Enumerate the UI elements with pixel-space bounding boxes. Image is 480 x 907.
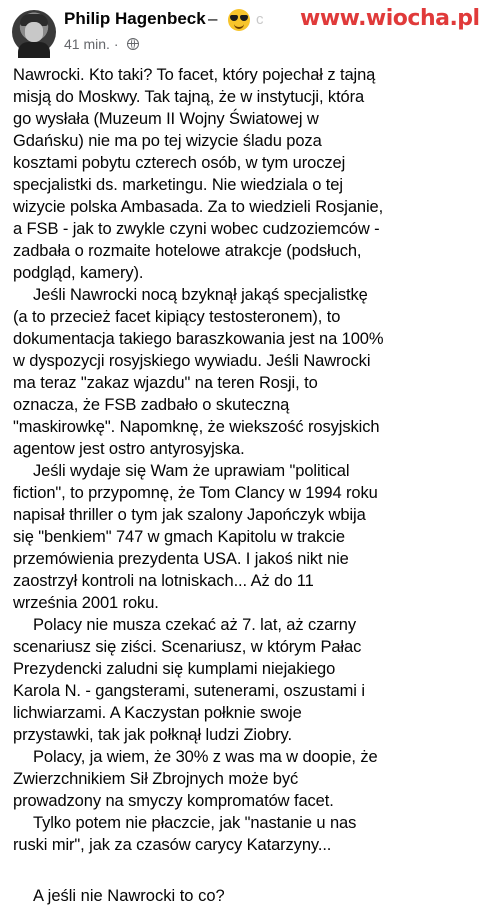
post-text-line: napisał thriller o tym jak szalony Japończyk wbija xyxy=(13,506,366,524)
post-text-line: zaostrzył kontroli na lotniskach... Aż do 11 xyxy=(13,572,314,590)
post-text-line: a FSB - jak to zwykle czyni wobec cudzoziemców - xyxy=(13,220,380,238)
post-time[interactable]: 41 min. xyxy=(64,36,110,52)
post-text-line: przystawki, tak jak połknął ludzi Ziobry. xyxy=(13,726,292,744)
name-dash: – xyxy=(208,9,218,28)
post-text-line: Nawrocki. Kto taki? To facet, który pojechał z tajną xyxy=(13,66,376,84)
post-text-line: wizycie polska Ambasada. Za to wiedzieli Rosjanie, xyxy=(13,198,384,216)
post-text-line: przemówienia prezydenta USA. I jakoś nikt nie xyxy=(13,550,349,568)
smiling-face-with-sunglasses-icon xyxy=(228,9,250,31)
post-text-line: Zwierzchnikiem Sił Zbrojnych może być xyxy=(13,770,299,788)
post-text-line: ruski mir", jak za czasów carycy Katarzyny... xyxy=(13,836,332,854)
post-text-line: go wysłała (Muzeum II Wojny Światowej w xyxy=(13,110,319,128)
post-text-line: podgląd, kamery). xyxy=(13,264,144,282)
faded-header-text: c xyxy=(256,11,264,28)
post-text-line: prowadzony na smyczy kompromatów facet. xyxy=(13,792,334,810)
post-text-line: się "benkiem" 747 w gmach Kapitolu w trakcie xyxy=(13,528,345,546)
post-text-line: fiction", to przypomnę, że Tom Clancy w 1994 roku xyxy=(13,484,378,502)
post-text-line: misją do Moskwy. Tak tajną, że w instytucji, która xyxy=(13,88,365,106)
post-text-line: Karola N. - gangsterami, sutenerami, oszustami i xyxy=(13,682,365,700)
post-header xyxy=(0,0,480,60)
post-text-line: "maskirowkę". Napomknę, że wiekszość rosyjskich xyxy=(13,418,380,436)
post-text-line: ma teraz "zakaz wjazdu" na teren Rosji, to xyxy=(13,374,318,392)
avatar[interactable] xyxy=(12,10,56,54)
post-text-line: kosztami pobytu czterech osób, w tym uroczej xyxy=(13,154,346,172)
post-text-line: oznacza, że FSB zadbało o skuteczną xyxy=(13,396,290,414)
post-body xyxy=(13,64,449,856)
globe-icon[interactable] xyxy=(127,38,139,50)
post-text-line: specjalistki ds. marketingu. Nie wiedziala o tej xyxy=(13,176,343,194)
post-text-line: (a to przecież facet kipiący testosteronem), to xyxy=(13,308,341,326)
post-meta xyxy=(64,36,118,52)
post-text-line: Jeśli wydaje się Wam że uprawiam "political xyxy=(33,462,350,480)
post-text-line: Prezydencki zaludni się kumplami niejakiego xyxy=(13,660,336,678)
post-text-line: zadbała o rozmaite hotelowe atrakcje (podsłuch, xyxy=(13,242,362,260)
post-text-line: września 2001 roku. xyxy=(13,594,159,612)
post-text-line: scenariusz się ziści. Scenariusz, w którym Pałac xyxy=(13,638,362,656)
post-text-line: w dyspozycji rosyjskiego wywiadu. Jeśli Nawrocki xyxy=(13,352,371,370)
avatar-body xyxy=(18,42,50,58)
smile-shape xyxy=(234,23,244,29)
post-text-line: dokumentacja takiego baraszkowania jest na 100% xyxy=(13,330,384,348)
meta-separator: · xyxy=(113,36,119,52)
avatar-face xyxy=(25,22,43,42)
post-text-line: Tylko potem nie płaczcie, jak "nastanie u nas xyxy=(33,814,357,832)
post-text-line: Polacy nie musza czekać aż 7. lat, aż czarny xyxy=(33,616,356,634)
sunglasses-shape xyxy=(230,15,248,21)
author-name[interactable]: Philip Hagenbeck xyxy=(64,9,206,28)
post-text-line: Polacy, ja wiem, że 30% z was ma w doopie, że xyxy=(33,748,378,766)
post-line-cut: A jeśli nie Nawrocki to co? xyxy=(33,887,225,905)
post-text-line: Gdańsku) nie ma po tej wizycie śladu poza xyxy=(13,132,322,150)
post-text-line: lichwiarzami. A Kaczystan połknie swoje xyxy=(13,704,302,722)
post-text-line: agentow jest ostro antyrosyjska. xyxy=(13,440,245,458)
post-text-line: Jeśli Nawrocki nocą bzyknął jakąś specjalistkę xyxy=(33,286,368,304)
watermark: www.wiocha.pl xyxy=(300,6,480,31)
